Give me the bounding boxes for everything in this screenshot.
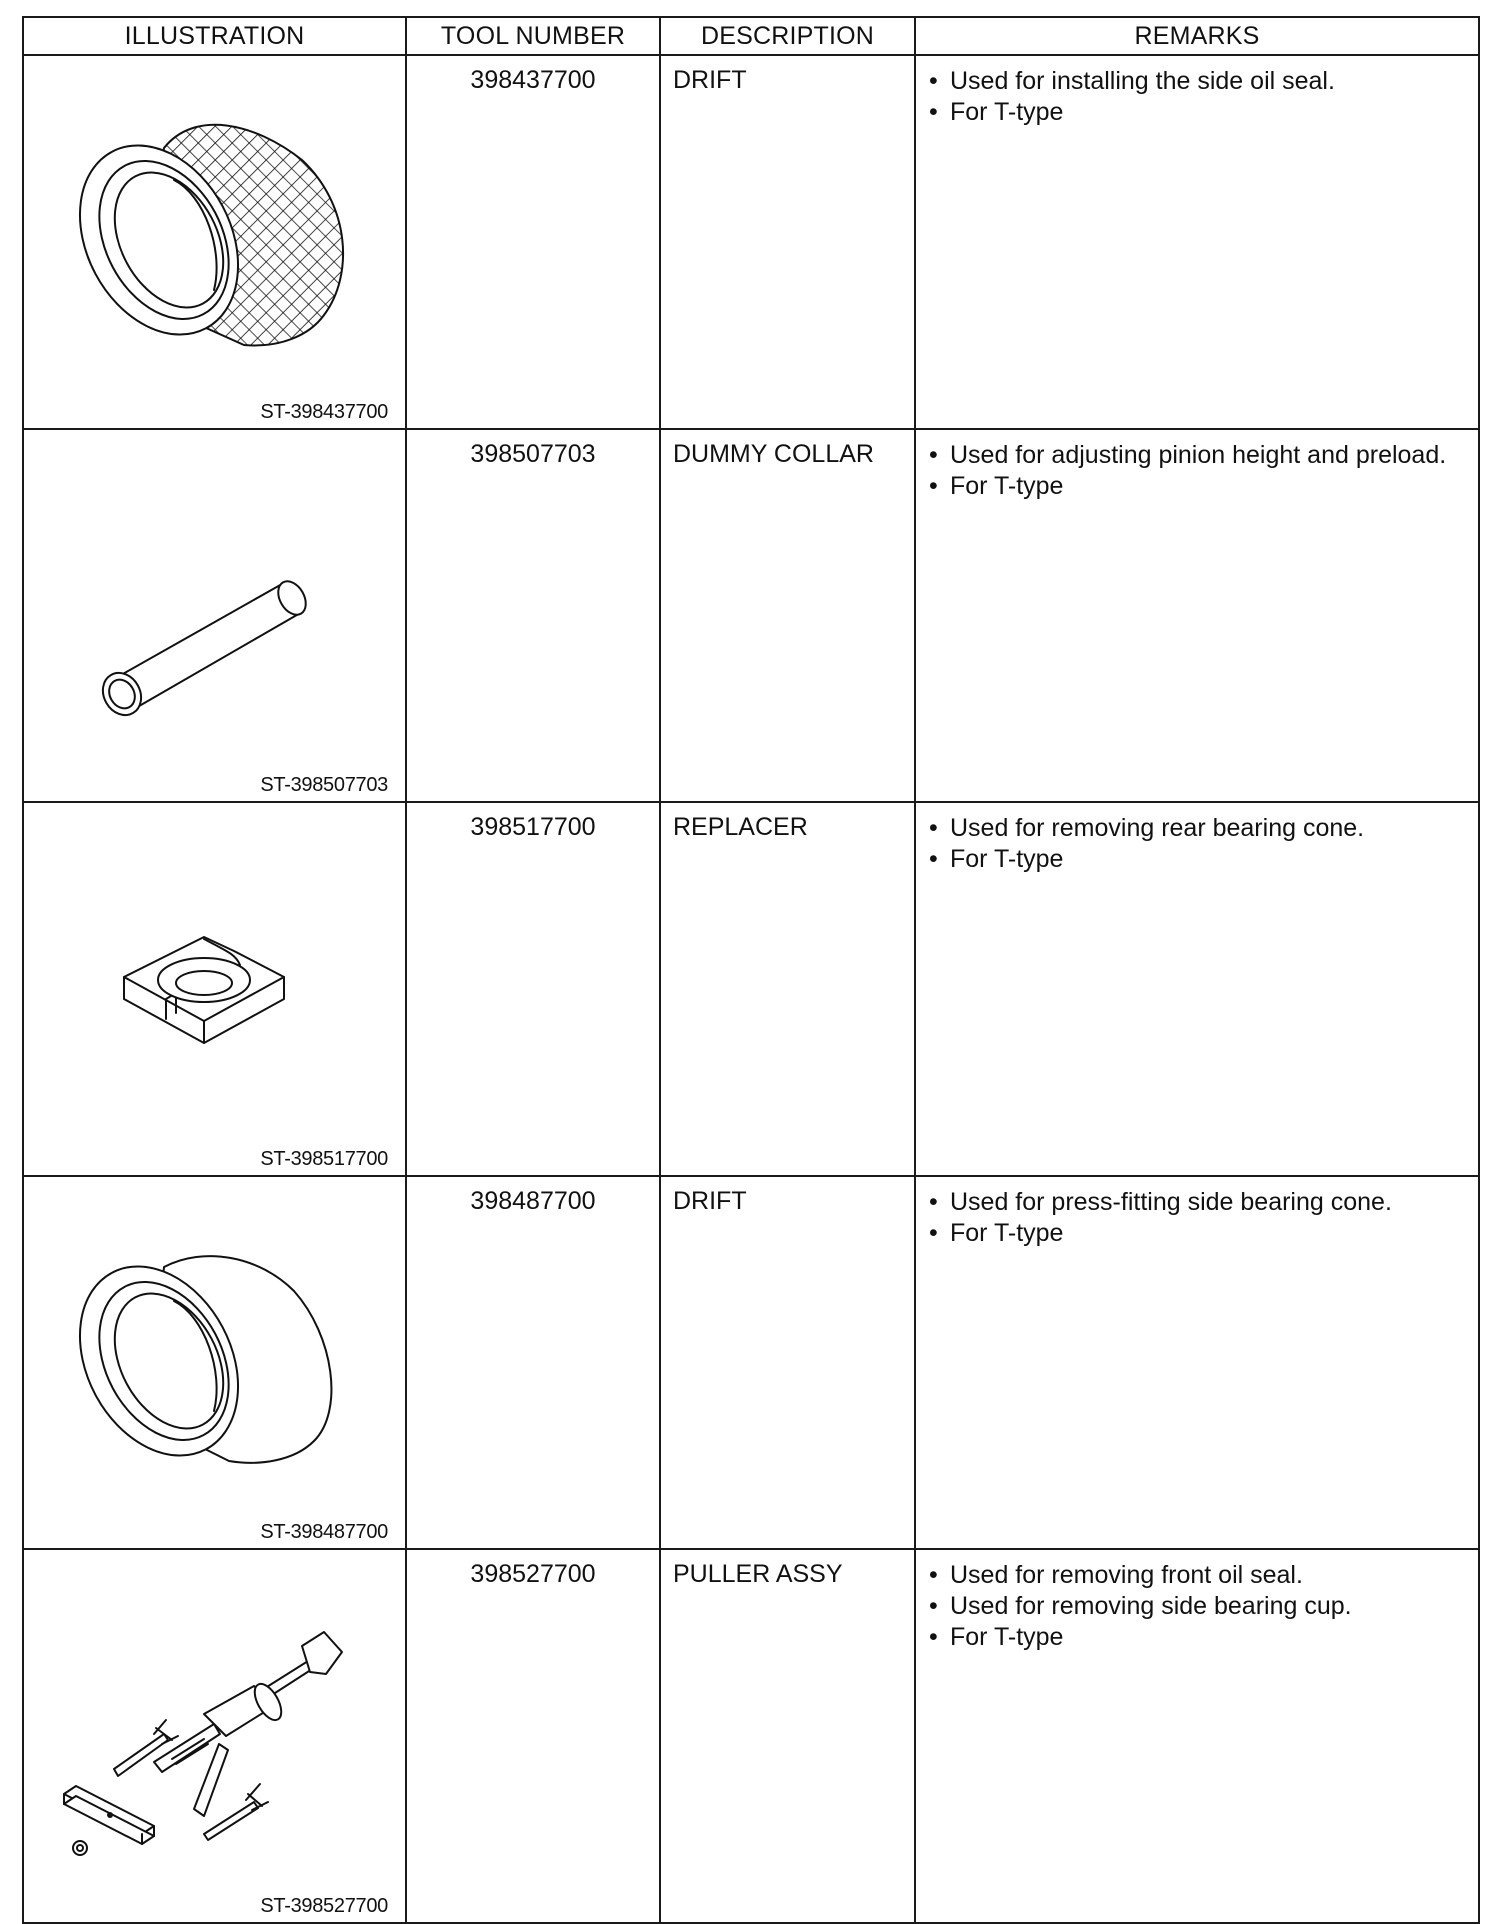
illustration-code: ST-398527700 — [260, 1895, 388, 1917]
description: DUMMY COLLAR — [660, 429, 915, 803]
remark-item: • Used for press-fitting side bearing cone. — [926, 1187, 1470, 1218]
header-row — [23, 17, 1479, 55]
illustration-cell — [23, 55, 406, 429]
tool-number: 398487700 — [406, 1176, 660, 1550]
tool-number: 398527700 — [406, 1549, 660, 1923]
illustration-code: ST-398487700 — [260, 1521, 388, 1544]
remarks-cell — [915, 802, 1479, 1176]
special-tools-table — [22, 16, 1480, 1924]
description: PULLER ASSY — [660, 1549, 915, 1923]
remarks-cell — [915, 55, 1479, 429]
remarks-list — [926, 66, 1470, 128]
remark-item: • Used for adjusting pinion height and preload. — [926, 440, 1470, 471]
table-row — [23, 55, 1479, 429]
remarks-cell — [915, 1176, 1479, 1550]
remark-item: • Used for removing side bearing cup. — [926, 1591, 1470, 1622]
puller-assembly-icon — [54, 1594, 374, 1884]
remark-item: • For T-type — [926, 1622, 1470, 1653]
drift-ring-icon — [54, 1221, 374, 1511]
tool-number: 398437700 — [406, 55, 660, 429]
description: DRIFT — [660, 1176, 915, 1550]
dummy-collar-tube-icon — [54, 474, 374, 764]
table-row — [23, 1549, 1479, 1923]
remarks-cell — [915, 1549, 1479, 1923]
remarks-list — [926, 1187, 1470, 1249]
header-description: DESCRIPTION — [660, 17, 915, 55]
illustration-code: ST-398517700 — [260, 1147, 388, 1170]
table-row — [23, 429, 1479, 803]
remarks-cell — [915, 429, 1479, 803]
remark-item: • Used for installing the side oil seal. — [926, 66, 1470, 97]
remark-item: • For T-type — [926, 844, 1470, 875]
table-row — [23, 1176, 1479, 1550]
header-remarks: REMARKS — [915, 17, 1479, 55]
knurled-drift-icon — [54, 100, 374, 390]
tool-number: 398517700 — [406, 802, 660, 1176]
illustration-cell — [23, 429, 406, 803]
table-row — [23, 802, 1479, 1176]
header-illustration: ILLUSTRATION — [23, 17, 406, 55]
illustration-cell — [23, 1549, 406, 1923]
description: DRIFT — [660, 55, 915, 429]
remark-item: • For T-type — [926, 471, 1470, 502]
illustration-cell — [23, 1176, 406, 1550]
illustration-code: ST-398437700 — [260, 400, 388, 423]
remark-item: • Used for removing rear bearing cone. — [926, 813, 1470, 844]
remarks-list — [926, 1560, 1470, 1653]
remarks-list — [926, 440, 1470, 502]
tool-number: 398507703 — [406, 429, 660, 803]
illustration-cell — [23, 802, 406, 1176]
remarks-list — [926, 813, 1470, 875]
illustration-code: ST-398507703 — [260, 774, 388, 797]
split-replacer-block-icon — [54, 847, 374, 1137]
remark-item: • Used for removing front oil seal. — [926, 1560, 1470, 1591]
description: REPLACER — [660, 802, 915, 1176]
remark-item: • For T-type — [926, 97, 1470, 128]
header-tool-number: TOOL NUMBER — [406, 17, 660, 55]
remark-item: • For T-type — [926, 1218, 1470, 1249]
